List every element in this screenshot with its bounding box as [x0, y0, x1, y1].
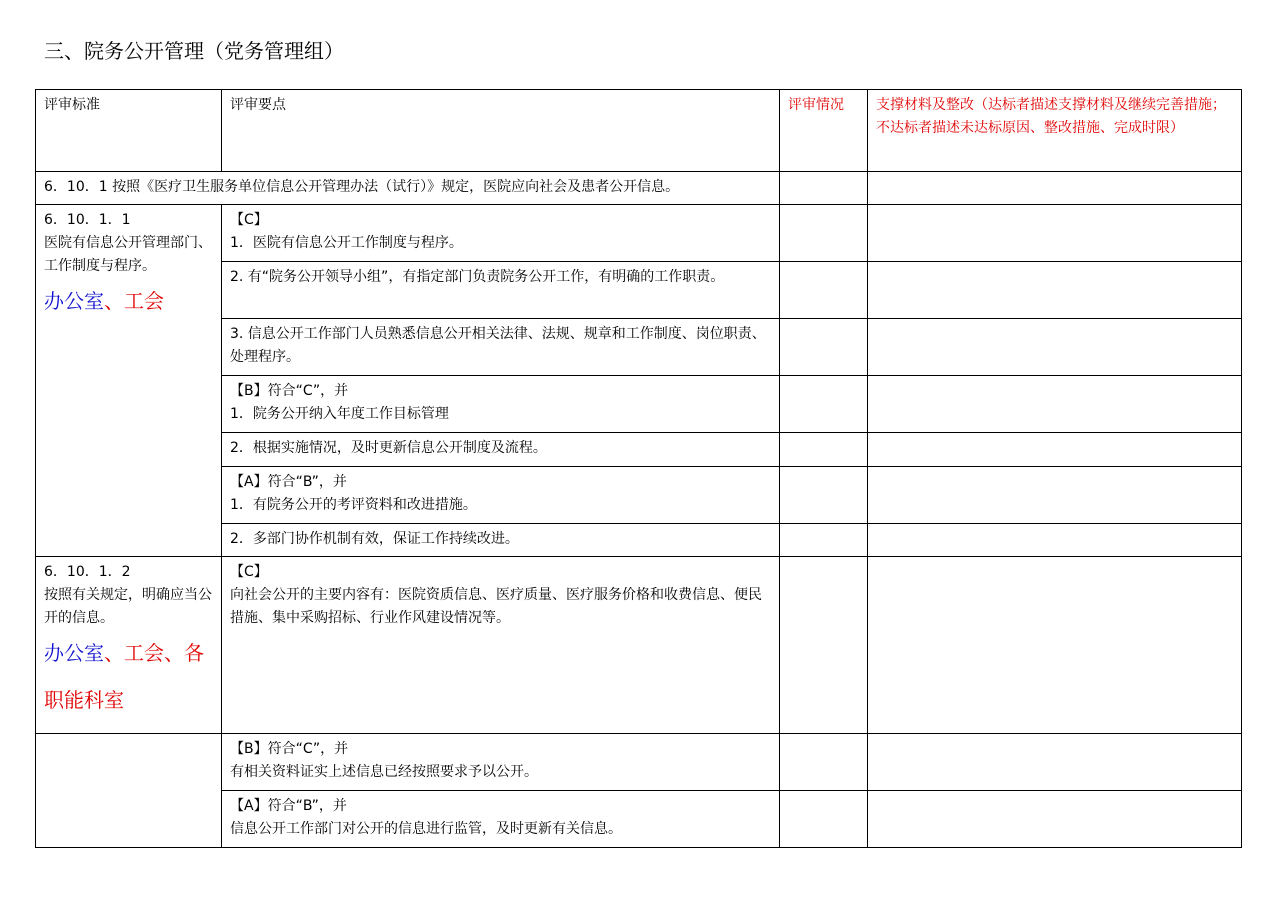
dept-union: 工会 [124, 641, 164, 665]
header-support: 支撑材料及整改（达标者描述支撑材料及继续完善措施；不达标者描述未达标原因、整改措施、完成时限） [868, 90, 1242, 172]
point-cell [222, 205, 780, 262]
standard-cell-6-10-1-1 [36, 205, 222, 557]
point-grade: 【A】符合“B”，并 [230, 474, 347, 490]
standard-code: 6．10．1．2 [44, 564, 131, 580]
standard-cell-6-10-1-2 [36, 557, 222, 734]
point-text: 向社会公开的主要内容有：医院资质信息、医疗质量、医疗服务价格和收费信息、便民措施、集中采购招标、行业作风建设情况等。 [230, 587, 762, 626]
support-cell[interactable] [868, 791, 1242, 848]
support-cell[interactable] [868, 557, 1242, 734]
intro-cell: 6．10．1 按照《医疗卫生服务单位信息公开管理办法（试行）》规定，医院应向社会及患者公开信息。 [36, 172, 780, 205]
point-grade: 【A】符合“B”，并 [230, 798, 347, 814]
status-cell[interactable] [780, 433, 868, 467]
status-cell[interactable] [780, 557, 868, 734]
status-cell[interactable] [780, 319, 868, 376]
point-text: 1．院务公开纳入年度工作目标管理 [230, 406, 449, 422]
dept-functional: 、各职能科室 [44, 641, 204, 712]
status-cell[interactable] [780, 791, 868, 848]
point-cell [222, 734, 780, 791]
point-cell [222, 376, 780, 433]
point-text: 1．医院有信息公开工作制度与程序。 [230, 235, 463, 251]
status-cell[interactable] [780, 205, 868, 262]
dept-union: 工会 [124, 289, 164, 313]
dept-office: 办公室 [44, 641, 104, 665]
point-grade: 【C】 [230, 212, 268, 228]
table-row [36, 557, 1242, 734]
point-cell [222, 557, 780, 734]
dept-separator: 、 [104, 289, 124, 313]
dept-separator: 、 [104, 641, 124, 665]
support-cell[interactable] [868, 376, 1242, 433]
status-cell[interactable] [780, 172, 868, 205]
point-cell: 2. 有“院务公开领导小组”，有指定部门负责院务公开工作，有明确的工作职责。 [222, 262, 780, 319]
point-cell [222, 467, 780, 524]
point-cell: 2．多部门协作机制有效，保证工作持续改进。 [222, 524, 780, 557]
table-row [36, 205, 1242, 262]
point-grade: 【B】符合“C”，并 [230, 383, 349, 399]
status-cell[interactable] [780, 524, 868, 557]
responsible-depts [44, 278, 213, 325]
point-text: 1．有院务公开的考评资料和改进措施。 [230, 497, 477, 513]
support-cell[interactable] [868, 172, 1242, 205]
point-cell [222, 791, 780, 848]
support-cell[interactable] [868, 319, 1242, 376]
responsible-depts [44, 630, 213, 724]
point-cell: 3. 信息公开工作部门人员熟悉信息公开相关法律、法规、规章和工作制度、岗位职责、处理程序。 [222, 319, 780, 376]
point-grade: 【C】 [230, 564, 268, 580]
point-text: 有相关资料证实上述信息已经按照要求予以公开。 [230, 764, 538, 780]
evaluation-table [35, 89, 1242, 848]
intro-row [36, 172, 1242, 205]
status-cell[interactable] [780, 734, 868, 791]
table-row [36, 734, 1242, 791]
status-cell[interactable] [780, 262, 868, 319]
standard-desc: 医院有信息公开管理部门、工作制度与程序。 [44, 235, 212, 274]
status-cell[interactable] [780, 376, 868, 433]
support-cell[interactable] [868, 205, 1242, 262]
status-cell[interactable] [780, 467, 868, 524]
support-cell[interactable] [868, 467, 1242, 524]
header-standard: 评审标准 [36, 90, 222, 172]
support-cell[interactable] [868, 262, 1242, 319]
dept-office: 办公室 [44, 289, 104, 313]
page-title: 三、院务公开管理（党务管理组） [44, 39, 344, 63]
support-cell[interactable] [868, 734, 1242, 791]
standard-cell-empty [36, 734, 222, 848]
support-cell[interactable] [868, 433, 1242, 467]
standard-code: 6．10．1．1 [44, 212, 131, 228]
header-points: 评审要点 [222, 90, 780, 172]
support-cell[interactable] [868, 524, 1242, 557]
standard-desc: 按照有关规定，明确应当公开的信息。 [44, 587, 212, 626]
header-status: 评审情况 [780, 90, 868, 172]
point-cell: 2．根据实施情况，及时更新信息公开制度及流程。 [222, 433, 780, 467]
point-text: 信息公开工作部门对公开的信息进行监管，及时更新有关信息。 [230, 821, 622, 837]
point-grade: 【B】符合“C”，并 [230, 741, 349, 757]
table-header-row [36, 90, 1242, 172]
